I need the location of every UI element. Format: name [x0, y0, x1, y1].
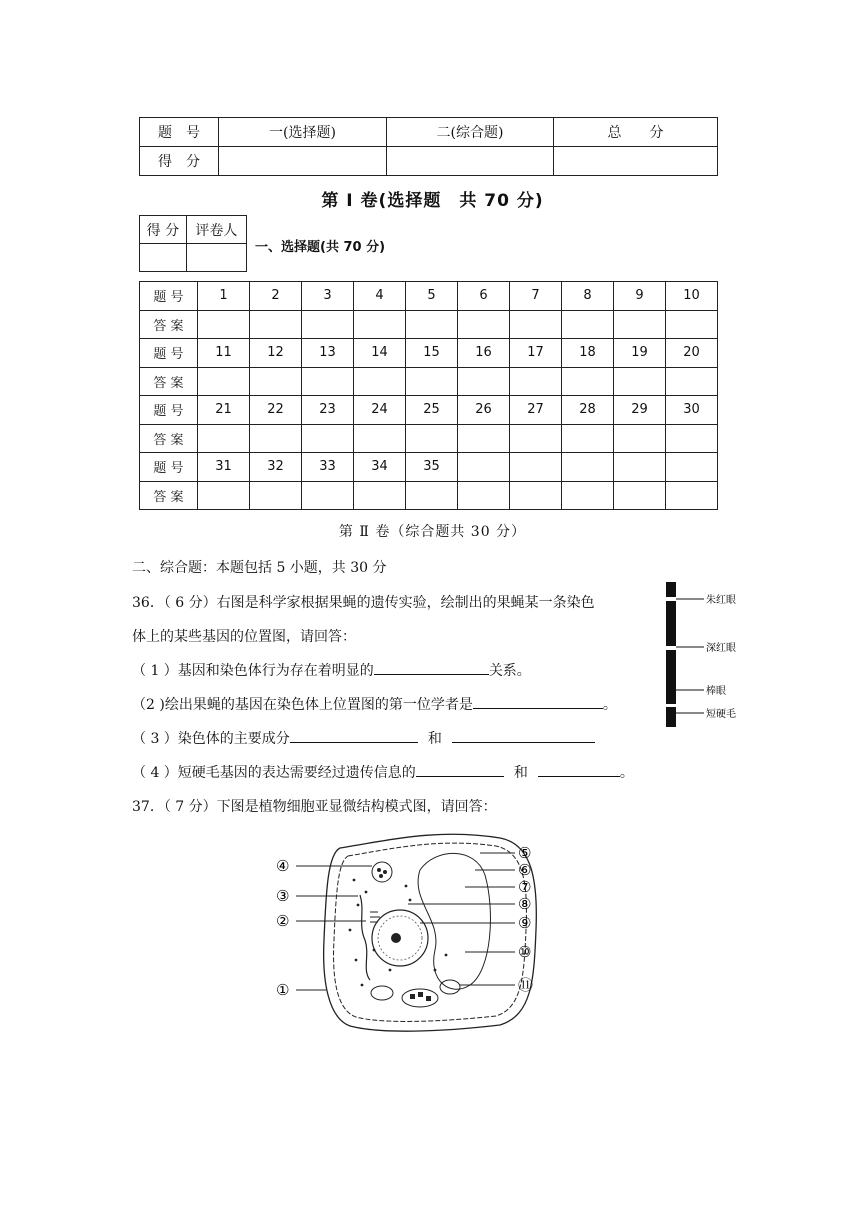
answer-cell[interactable]: [406, 310, 458, 339]
table-row: [140, 216, 247, 244]
answer-cell[interactable]: [510, 310, 562, 339]
q36-part2: [132, 694, 617, 714]
question-number-cell: 31: [198, 453, 250, 482]
part1-title: 第 I 卷(选择题 共 70 分): [321, 191, 544, 211]
question-number-cell: [666, 453, 718, 482]
question-number-cell: 34: [354, 453, 406, 482]
answer-cell[interactable]: [250, 367, 302, 396]
question-number-cell: 35: [406, 453, 458, 482]
q36-part3: [132, 728, 595, 748]
answer-grid: [139, 281, 718, 510]
answer-cell[interactable]: [354, 367, 406, 396]
answer-blank[interactable]: [416, 762, 504, 777]
answer-row-label: 答 案: [140, 481, 198, 510]
grader-cell[interactable]: [186, 244, 246, 272]
question-number-cell: 14: [354, 339, 406, 368]
table-row: [140, 453, 718, 482]
structure-label: ①: [276, 981, 290, 999]
answer-cell[interactable]: [458, 310, 510, 339]
answer-cell[interactable]: [354, 310, 406, 339]
answer-row-label: 答 案: [140, 424, 198, 453]
answer-cell[interactable]: [406, 367, 458, 396]
question-number-cell: 9: [614, 282, 666, 311]
score-cell[interactable]: [387, 147, 554, 176]
answer-cell[interactable]: [354, 424, 406, 453]
structure-label: ⑧: [518, 895, 532, 913]
answer-cell[interactable]: [562, 310, 614, 339]
answer-cell[interactable]: [510, 367, 562, 396]
answer-cell[interactable]: [198, 481, 250, 510]
part2-title: 第 Ⅱ 卷（综合题共 30 分）: [338, 524, 527, 540]
question-number-cell: 21: [198, 396, 250, 425]
question-number-cell: 4: [354, 282, 406, 311]
number-row-label: 题 号: [140, 282, 198, 311]
question-number-cell: 7: [510, 282, 562, 311]
section1-heading: 一、选择题(共 70 分): [255, 240, 386, 255]
answer-cell[interactable]: [458, 367, 510, 396]
answer-cell[interactable]: [666, 424, 718, 453]
vacuole: [418, 853, 490, 989]
number-row-label: 题 号: [140, 396, 198, 425]
answer-cell[interactable]: [302, 424, 354, 453]
answer-cell[interactable]: [250, 481, 302, 510]
answer-cell[interactable]: [562, 424, 614, 453]
row-label: 得 分: [140, 147, 219, 176]
answer-cell[interactable]: [510, 424, 562, 453]
question-number-cell: 17: [510, 339, 562, 368]
grader-label: 评卷人: [186, 216, 246, 244]
answer-cell[interactable]: [614, 310, 666, 339]
question-number-cell: 28: [562, 396, 614, 425]
answer-row-label: 答 案: [140, 367, 198, 396]
score-label: 得 分: [140, 216, 187, 244]
gene-label: 深红眼: [706, 643, 736, 654]
score-cell[interactable]: [140, 244, 187, 272]
q36-part3-and: 和: [427, 731, 442, 747]
gene-label: 棒眼: [706, 686, 726, 697]
q36-part2-suffix: 。: [602, 697, 617, 713]
table-row: [140, 310, 718, 339]
question-number-cell: 29: [614, 396, 666, 425]
score-cell[interactable]: [554, 147, 718, 176]
structure-label: ④: [276, 857, 290, 875]
endoplasmic-reticulum: [360, 895, 370, 980]
q36-part4-and: 和: [513, 765, 528, 781]
answer-cell[interactable]: [198, 424, 250, 453]
question-number-cell: 16: [458, 339, 510, 368]
chloroplast: [372, 862, 392, 882]
header-cell: 题 号: [140, 118, 219, 147]
question-number-cell: 6: [458, 282, 510, 311]
question-number-cell: 5: [406, 282, 458, 311]
table-row: [140, 396, 718, 425]
question-number-cell: [510, 453, 562, 482]
gene-label: 短硬毛: [706, 709, 736, 720]
structure-label: ⑨: [518, 914, 532, 932]
answer-blank[interactable]: [290, 728, 418, 743]
question-number-cell: 30: [666, 396, 718, 425]
score-cell[interactable]: [219, 147, 387, 176]
question-number-cell: 2: [250, 282, 302, 311]
chloroplast: [402, 989, 438, 1007]
q36-part2-text: （2 )绘出果蝇的基因在染色体上位置图的第一位学者是: [132, 697, 473, 713]
answer-cell[interactable]: [198, 367, 250, 396]
answer-blank[interactable]: [452, 728, 595, 743]
q37-intro: 37．（ 7 分）下图是植物细胞亚显微结构模式图，请回答：: [132, 799, 497, 815]
nucleolus: [391, 933, 401, 943]
question-number-cell: 22: [250, 396, 302, 425]
question-number-cell: [614, 453, 666, 482]
question-number-cell: 10: [666, 282, 718, 311]
q36-part4: [132, 762, 634, 782]
q36-intro-line2: 体上的某些基因的位置图，请回答：: [132, 629, 356, 645]
table-row: [140, 147, 718, 176]
question-number-cell: 8: [562, 282, 614, 311]
answer-cell[interactable]: [562, 367, 614, 396]
q36-part4-text: （ 4 ）短硬毛基因的表达需要经过遗传信息的: [132, 765, 416, 781]
mitochondrion: [440, 980, 460, 994]
table-row: [140, 481, 718, 510]
header-cell: 一(选择题): [219, 118, 387, 147]
chromosome-band: [666, 704, 676, 707]
q36-part4-suffix: 。: [619, 765, 634, 781]
answer-cell[interactable]: [614, 424, 666, 453]
section2-heading: 二、综合题：本题包括 5 小题，共 30 分: [132, 560, 387, 576]
header-cell: 二(综合题): [387, 118, 554, 147]
grader-box: [139, 215, 247, 272]
number-row-label: 题 号: [140, 453, 198, 482]
structure-label: ②: [276, 912, 290, 930]
structure-label: ③: [276, 887, 290, 905]
answer-cell[interactable]: [666, 310, 718, 339]
structure-label: ⑥: [518, 861, 532, 879]
question-number-cell: [562, 453, 614, 482]
chromosome-gene-diagram: [662, 580, 782, 730]
gene-label: 朱红眼: [706, 595, 736, 606]
q36-part1-suffix: 关系。: [488, 663, 531, 679]
question-number-cell: 33: [302, 453, 354, 482]
score-summary-table: [139, 117, 718, 176]
answer-cell[interactable]: [458, 481, 510, 510]
structure-label: ⑪: [518, 976, 534, 994]
q36-intro-line1: 36．（ 6 分）右图是科学家根据果蝇的遗传实验，绘制出的果蝇某一条染色: [132, 595, 595, 611]
q36-part1: [132, 660, 531, 680]
question-number-cell: [458, 453, 510, 482]
answer-cell[interactable]: [666, 481, 718, 510]
answer-cell[interactable]: [198, 310, 250, 339]
table-row: [140, 282, 718, 311]
answer-cell[interactable]: [406, 424, 458, 453]
table-row: [140, 244, 247, 272]
structure-label: ⑤: [518, 844, 532, 862]
question-number-cell: 12: [250, 339, 302, 368]
table-row: [140, 367, 718, 396]
question-number-cell: 26: [458, 396, 510, 425]
plant-cell-diagram: [270, 820, 555, 1035]
q36-part1-text: （ 1 ）基因和染色体行为存在着明显的: [132, 663, 374, 679]
question-number-cell: 1: [198, 282, 250, 311]
cell-wall: [324, 834, 537, 1031]
answer-cell[interactable]: [510, 481, 562, 510]
answer-cell[interactable]: [562, 481, 614, 510]
question-number-cell: 25: [406, 396, 458, 425]
table-row: [140, 424, 718, 453]
header-cell: 总 分: [554, 118, 718, 147]
answer-cell[interactable]: [406, 481, 458, 510]
question-number-cell: 11: [198, 339, 250, 368]
structure-label: ⑦: [518, 878, 532, 896]
table-row: [140, 118, 718, 147]
question-number-cell: 19: [614, 339, 666, 368]
question-number-cell: 13: [302, 339, 354, 368]
question-number-cell: 32: [250, 453, 302, 482]
answer-cell[interactable]: [302, 481, 354, 510]
question-number-cell: 23: [302, 396, 354, 425]
answer-cell[interactable]: [302, 367, 354, 396]
number-row-label: 题 号: [140, 339, 198, 368]
mitochondrion: [371, 986, 393, 1000]
question-number-cell: 27: [510, 396, 562, 425]
question-number-cell: 20: [666, 339, 718, 368]
ribosomes: [349, 879, 448, 987]
chromosome-band: [666, 597, 676, 601]
answer-blank[interactable]: [538, 762, 620, 777]
answer-blank[interactable]: [374, 660, 489, 675]
answer-row-label: 答 案: [140, 310, 198, 339]
question-number-cell: 15: [406, 339, 458, 368]
answer-cell[interactable]: [614, 481, 666, 510]
table-row: [140, 339, 718, 368]
answer-cell[interactable]: [250, 424, 302, 453]
answer-cell[interactable]: [458, 424, 510, 453]
answer-cell[interactable]: [250, 310, 302, 339]
question-number-cell: 3: [302, 282, 354, 311]
q36-part3-text: （ 3 ）染色体的主要成分: [132, 731, 290, 747]
answer-blank[interactable]: [473, 694, 603, 709]
answer-cell[interactable]: [302, 310, 354, 339]
chromosome-band: [666, 646, 676, 650]
question-number-cell: 18: [562, 339, 614, 368]
answer-cell[interactable]: [666, 367, 718, 396]
question-number-cell: 24: [354, 396, 406, 425]
structure-label: ⑩: [518, 943, 532, 961]
answer-cell[interactable]: [614, 367, 666, 396]
answer-cell[interactable]: [354, 481, 406, 510]
